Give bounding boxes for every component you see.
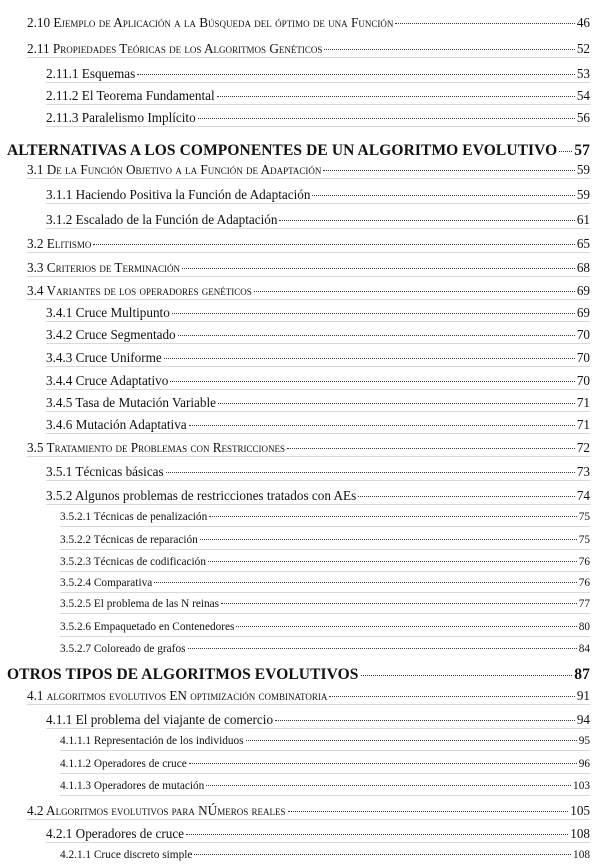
row-separator: [27, 178, 590, 179]
dot-leader: [189, 412, 575, 426]
toc-entry[interactable]: [60, 618, 590, 633]
toc-entry[interactable]: [46, 710, 590, 728]
dot-leader: [164, 345, 575, 359]
toc-entry-page-number: 108: [573, 849, 590, 862]
toc-entry-page-number: 77: [578, 598, 590, 611]
row-separator: [27, 819, 590, 820]
toc-entry-title: 3.3 Criterios de Terminación: [27, 260, 180, 276]
toc-entry-title: 3.5.2.2 Técnicas de reparación: [60, 534, 198, 547]
toc-entry[interactable]: [46, 303, 590, 321]
toc-entry-title: 2.11.1 Esquemas: [46, 66, 136, 82]
toc-entry[interactable]: [46, 108, 590, 126]
toc-entry-page-number: 80: [578, 621, 590, 634]
toc-entry[interactable]: [46, 462, 590, 480]
row-separator: [46, 433, 590, 434]
dot-leader: [236, 615, 576, 627]
toc-entry[interactable]: [27, 39, 590, 57]
dot-leader: [254, 278, 575, 292]
row-separator: [60, 613, 590, 614]
toc-entry-title: 4.1.1.1 Representación de los individuos: [60, 735, 244, 748]
dot-leader: [218, 390, 575, 404]
toc-entry-page-number: 59: [576, 162, 590, 178]
toc-entry-title: 3.4.3 Cruce Uniforme: [46, 350, 162, 366]
dot-leader: [559, 135, 572, 152]
toc-entry[interactable]: [46, 371, 590, 389]
toc-entry-page-number: 46: [576, 15, 590, 31]
toc-entry-page-number: 76: [578, 556, 590, 569]
toc-entry[interactable]: [46, 64, 590, 82]
toc-entry-title: 4.1.1 El problema del viajante de comercio: [46, 712, 274, 728]
toc-entry-page-number: 65: [576, 236, 590, 252]
row-separator: [46, 480, 590, 481]
toc-entry-title: OTROS TIPOS DE ALGORITMOS EVOLUTIVOS: [7, 665, 359, 683]
toc-entry-page-number: 105: [570, 803, 590, 819]
toc-entry[interactable]: [60, 846, 590, 861]
toc-entry[interactable]: [46, 185, 590, 203]
row-separator: [46, 366, 590, 367]
toc-entry-title: 3.4.2 Cruce Segmentado: [46, 327, 176, 343]
row-separator: [46, 203, 590, 204]
toc-entry-page-number: 73: [576, 464, 590, 480]
toc-entry-page-number: 76: [578, 577, 590, 590]
dot-leader: [194, 843, 571, 855]
dot-leader: [246, 729, 577, 741]
toc-entry-title: 4.2.1 Operadores de cruce: [46, 826, 185, 842]
toc-entry-title: 4.1 algoritmos evolutivos EN optimización combinatoria: [27, 688, 328, 704]
toc-entry[interactable]: [7, 662, 590, 684]
row-separator: [46, 343, 590, 344]
toc-entry-page-number: 53: [576, 66, 590, 82]
row-separator: [60, 795, 590, 796]
toc-entry-title: 4.1.1.2 Operadores de cruce: [60, 758, 187, 771]
toc-entry[interactable]: [46, 415, 590, 433]
toc-entry-title: 3.4.1 Cruce Multipunto: [46, 305, 170, 321]
dot-leader: [324, 36, 574, 50]
toc-entry[interactable]: [60, 777, 590, 792]
dot-leader: [361, 659, 573, 676]
dot-leader: [221, 592, 577, 604]
toc-entry[interactable]: [60, 755, 590, 770]
toc-entry-page-number: 74: [576, 488, 590, 504]
toc-entry-title: 3.2 Elitismo: [27, 236, 92, 252]
toc-entry[interactable]: [46, 824, 590, 842]
toc-entry[interactable]: [27, 801, 590, 819]
toc-entry-page-number: 71: [576, 417, 590, 433]
toc-entry-title: 4.2.1.1 Cruce discreto simple: [60, 849, 193, 862]
toc-entry-page-number: 56: [576, 110, 590, 126]
toc-entry-page-number: 71: [576, 395, 590, 411]
toc-entry-page-number: 75: [578, 511, 590, 524]
toc-entry-page-number: 59: [576, 187, 590, 203]
toc-entry-page-number: 94: [576, 712, 590, 728]
dot-leader: [170, 368, 574, 382]
toc-entry-page-number: 91: [576, 688, 590, 704]
toc-entry[interactable]: [27, 13, 590, 31]
dot-leader: [188, 637, 577, 649]
toc-entry[interactable]: [46, 86, 590, 104]
toc-entry-title: 3.5.2 Algunos problemas de restricciones tratados con AEs: [46, 488, 357, 504]
toc-entry-page-number: 70: [576, 350, 590, 366]
dot-leader: [198, 105, 575, 119]
toc-entry-page-number: 96: [578, 758, 590, 771]
row-separator: [27, 57, 590, 58]
toc-entry[interactable]: [60, 732, 590, 747]
toc-entry-title: 3.4.5 Tasa de Mutación Variable: [46, 395, 216, 411]
toc-entry[interactable]: [27, 438, 590, 456]
toc-entry-page-number: 57: [574, 141, 590, 159]
toc-entry-page-number: 72: [576, 440, 590, 456]
dot-leader: [172, 300, 575, 314]
toc-entry[interactable]: [46, 348, 590, 366]
toc-entry-page-number: 69: [576, 305, 590, 321]
toc-entry-page-number: 87: [574, 665, 590, 683]
dot-leader: [275, 707, 575, 721]
toc-entry-title: 3.5.2.6 Empaquetado en Contenedores: [60, 621, 235, 634]
toc-entry-title: 3.5.2.4 Comparativa: [60, 577, 153, 590]
row-separator: [60, 526, 590, 527]
dot-leader: [209, 505, 576, 517]
toc-entry-title: 3.4.6 Mutación Adaptativa: [46, 417, 187, 433]
toc-entry[interactable]: [27, 258, 590, 276]
toc-entry-title: 4.1.1.3 Operadores de mutación: [60, 780, 205, 793]
toc-entry-page-number: 68: [576, 260, 590, 276]
toc-entry[interactable]: [46, 393, 590, 411]
dot-leader: [287, 435, 575, 449]
row-separator: [46, 228, 590, 229]
dot-leader: [358, 483, 575, 497]
toc-entry-title: 2.11.2 El Teorema Fundamental: [46, 88, 215, 104]
toc-entry[interactable]: [60, 574, 590, 589]
row-separator: [27, 456, 590, 457]
dot-leader: [178, 322, 575, 336]
toc-entry[interactable]: [27, 686, 590, 704]
toc-entry[interactable]: [46, 210, 590, 228]
dot-leader: [208, 550, 577, 562]
toc-entry-page-number: 84: [578, 643, 590, 656]
toc-entry[interactable]: [60, 508, 590, 523]
toc-entry[interactable]: [27, 234, 590, 252]
row-separator: [46, 126, 590, 127]
toc-entry[interactable]: [27, 281, 590, 299]
dot-leader: [200, 528, 577, 540]
dot-leader: [329, 683, 574, 697]
toc-entry-title: 2.10 Ejemplo de Aplicación a la Búsqueda del óptimo de una Función: [27, 15, 394, 31]
dot-leader: [323, 157, 574, 171]
toc-entry-title: 3.1.2 Escalado de la Función de Adaptación: [46, 212, 278, 228]
toc-entry-page-number: 69: [576, 283, 590, 299]
dot-leader: [217, 83, 575, 97]
toc-entry-title: 3.1.1 Haciendo Positiva la Función de Adaptación: [46, 187, 311, 203]
toc-entry-title: 4.2 Algoritmos evolutivos para NÚmeros reales: [27, 803, 286, 819]
toc-entry-page-number: 61: [576, 212, 590, 228]
toc-entry-page-number: 70: [576, 327, 590, 343]
dot-leader: [182, 255, 575, 269]
toc-entry-page-number: 70: [576, 373, 590, 389]
dot-leader: [279, 207, 574, 221]
dot-leader: [312, 182, 574, 196]
toc-entry-title: ALTERNATIVAS A LOS COMPONENTES DE UN ALGORITMO EVOLUTIVO: [7, 141, 558, 159]
toc-entry-title: 2.11.3 Paralelismo Implícito: [46, 110, 196, 126]
toc-entry[interactable]: [60, 640, 590, 655]
toc-entry-title: 3.5.1 Técnicas básicas: [46, 464, 164, 480]
row-separator: [27, 252, 590, 253]
toc-entry-page-number: 103: [573, 780, 590, 793]
dot-leader: [206, 774, 571, 786]
toc-entry-title: 3.5 Tratamiento de Problemas con Restricciones: [27, 440, 286, 456]
toc-entry[interactable]: [46, 486, 590, 504]
toc-entry-title: 3.5.2.3 Técnicas de codificación: [60, 556, 206, 569]
dot-leader: [186, 821, 568, 835]
toc-entry-title: 3.1 De la Función Objetivo a la Función de Adaptación: [27, 162, 322, 178]
toc-entry-title: 3.5.2.5 El problema de las N reinas: [60, 598, 220, 611]
dot-leader: [137, 61, 575, 75]
row-separator: [27, 276, 590, 277]
toc-entry-page-number: 75: [578, 534, 590, 547]
toc-entry[interactable]: [60, 553, 590, 568]
toc-entry-title: 3.5.2.1 Técnicas de penalización: [60, 511, 208, 524]
toc-entry-title: 3.4 Variantes de los operadores genéticos: [27, 283, 252, 299]
toc-entry[interactable]: [60, 595, 590, 610]
toc-entry-page-number: 52: [576, 41, 590, 57]
toc-entry-page-number: 95: [578, 735, 590, 748]
toc-entry-page-number: 54: [576, 88, 590, 104]
dot-leader: [189, 752, 577, 764]
toc-entry-title: 3.4.4 Cruce Adaptativo: [46, 373, 169, 389]
toc-entry[interactable]: [27, 160, 590, 178]
dot-leader: [154, 571, 576, 583]
row-separator: [27, 704, 590, 705]
dot-leader: [395, 10, 574, 24]
dot-leader: [93, 231, 574, 245]
toc-entry-page-number: 108: [570, 826, 590, 842]
dot-leader: [288, 798, 569, 812]
toc-entry[interactable]: [60, 531, 590, 546]
toc-entry-title: 3.5.2.7 Coloreado de grafos: [60, 643, 186, 656]
dot-leader: [166, 459, 575, 473]
toc-entry-title: 2.11 Propiedades Teóricas de los Algoritmos Genéticos: [27, 41, 323, 57]
row-separator: [60, 750, 590, 751]
toc-entry[interactable]: [46, 325, 590, 343]
